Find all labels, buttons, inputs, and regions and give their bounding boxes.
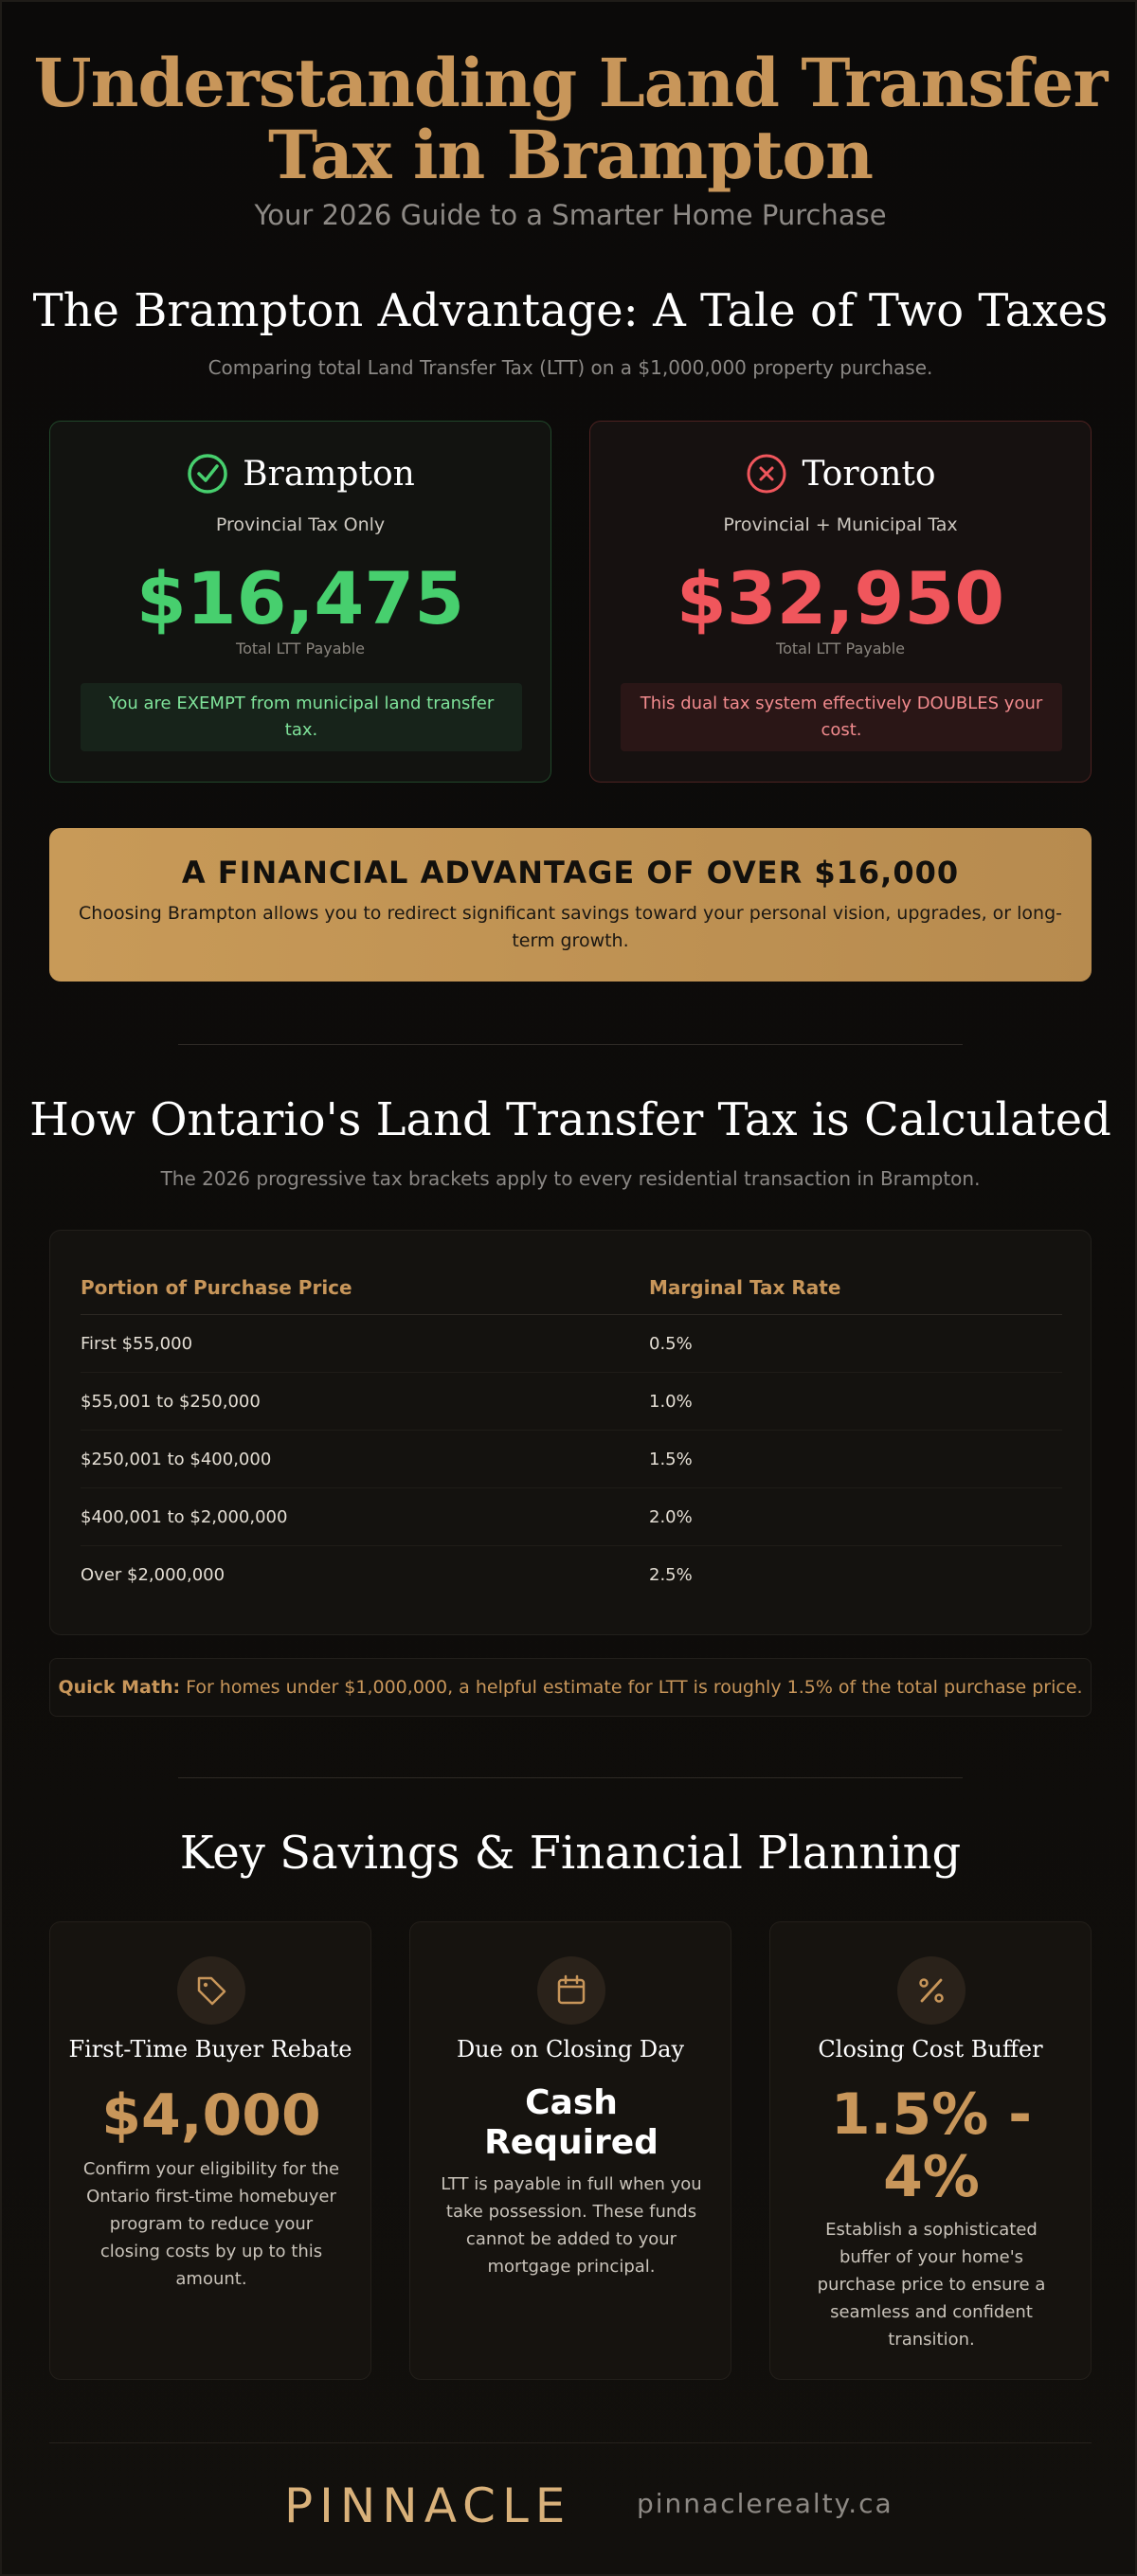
brackets-subtitle: The 2026 progressive tax brackets apply to every residential transaction in Brampton. [160, 1167, 981, 1190]
savings-banner [49, 828, 1092, 982]
toronto-ltt-amount: $32,950 [676, 556, 1005, 640]
buffer-title: Closing Cost Buffer [818, 2036, 1043, 2063]
page-title-line-1: Understanding Land Transfer [33, 44, 1108, 122]
table-row [81, 1488, 1062, 1546]
brampton-city: Brampton [243, 454, 415, 494]
buffer-value: 1.5% - 4% [830, 2081, 1033, 2210]
price-cell: $55,001 to $250,000 [81, 1392, 261, 1412]
closing-day-card [409, 1921, 731, 2380]
rate-cell: 2.5% [649, 1565, 693, 1585]
x-circle-icon [745, 452, 788, 495]
toronto-city: Toronto [802, 454, 936, 494]
page-title [2, 44, 1137, 194]
tag-icon-badge [177, 1956, 245, 2025]
table-row [81, 1431, 1062, 1488]
column-header-price: Portion of Purchase Price [81, 1276, 352, 1299]
column-header-rate: Marginal Tax Rate [649, 1276, 841, 1299]
tax-bracket-table [49, 1230, 1092, 1635]
calendar-icon [552, 1972, 590, 2009]
buffer-card [769, 1921, 1092, 2380]
table-row [81, 1315, 1062, 1373]
brampton-card-header [50, 450, 550, 497]
brampton-card [49, 421, 551, 783]
rebate-title: First-Time Buyer Rebate [68, 2036, 352, 2063]
rebate-value: $4,000 [101, 2082, 321, 2149]
divider [178, 1044, 963, 1045]
rebate-description: Confirm your eligibility for the Ontario first-time homebuyer program to reduce your closing costs by up to this amount. [82, 2159, 340, 2289]
divider [178, 1777, 963, 1778]
closing-day-value: Cash Required [484, 2083, 659, 2162]
savings-banner-title: A FINANCIAL ADVANTAGE OF OVER $16,000 [181, 855, 960, 891]
price-cell: First $55,000 [81, 1334, 193, 1354]
savings-banner-text: Choosing Brampton allows you to redirect significant savings toward your personal vision, upgrades, or long-term growth. [79, 903, 1062, 951]
quick-math-label: Quick Math: [58, 1677, 181, 1698]
page-subtitle: Your 2026 Guide to a Smarter Home Purchase [254, 199, 887, 231]
table-row [81, 1373, 1062, 1431]
buffer-description: Establish a sophisticated buffer of your home's purchase price to ensure a seamless and confident transition. [817, 2220, 1046, 2350]
rate-cell: 1.5% [649, 1450, 693, 1469]
brampton-ltt-amount: $16,475 [135, 556, 465, 640]
closing-day-title: Due on Closing Day [456, 2036, 685, 2063]
savings-title: Key Savings & Financial Planning [179, 1827, 962, 1880]
calendar-icon-badge [537, 1956, 605, 2025]
quick-math-tip [49, 1658, 1092, 1717]
table-row [81, 1546, 1062, 1604]
closing-day-description: LTT is payable in full when you take possession. These funds cannot be added to your mortgage principal. [441, 2174, 702, 2277]
rebate-card [49, 1921, 371, 2380]
toronto-tax-kind: Provincial + Municipal Tax [723, 514, 958, 535]
toronto-card-header [590, 450, 1091, 497]
rate-cell: 2.0% [649, 1507, 693, 1527]
percent-icon [912, 1972, 950, 2009]
advantage-title: The Brampton Advantage: A Tale of Two Taxes [32, 284, 1109, 337]
toronto-double-note: This dual tax system effectively DOUBLES your cost. [621, 683, 1062, 751]
brampton-exempt-note: You are EXEMPT from municipal land transfer tax. [81, 683, 522, 751]
page-title-line-2: Tax in Brampton [267, 116, 874, 194]
brand-logo: PINNACLE [284, 2478, 572, 2533]
price-cell: Over $2,000,000 [81, 1565, 226, 1585]
brampton-tax-kind: Provincial Tax Only [215, 514, 386, 535]
toronto-card [589, 421, 1092, 783]
tag-icon [192, 1972, 230, 2009]
check-circle-icon [186, 452, 229, 495]
percent-icon-badge [897, 1956, 966, 2025]
footer-divider [49, 2442, 1092, 2443]
advantage-subtitle: Comparing total Land Transfer Tax (LTT) on a $1,000,000 property purchase. [208, 356, 933, 379]
rate-cell: 1.0% [649, 1392, 693, 1412]
rate-cell: 0.5% [649, 1334, 693, 1354]
price-cell: $400,001 to $2,000,000 [81, 1507, 288, 1527]
brackets-title: How Ontario's Land Transfer Tax is Calculated [29, 1093, 1111, 1146]
website-link[interactable]: pinnaclerealty.ca [637, 2488, 893, 2519]
price-cell: $250,001 to $400,000 [81, 1450, 272, 1469]
brampton-amount-label: Total LTT Payable [236, 639, 365, 658]
quick-math-text: For homes under $1,000,000, a helpful estimate for LTT is roughly 1.5% of the total purchase price. [186, 1677, 1083, 1698]
toronto-amount-label: Total LTT Payable [776, 639, 905, 658]
